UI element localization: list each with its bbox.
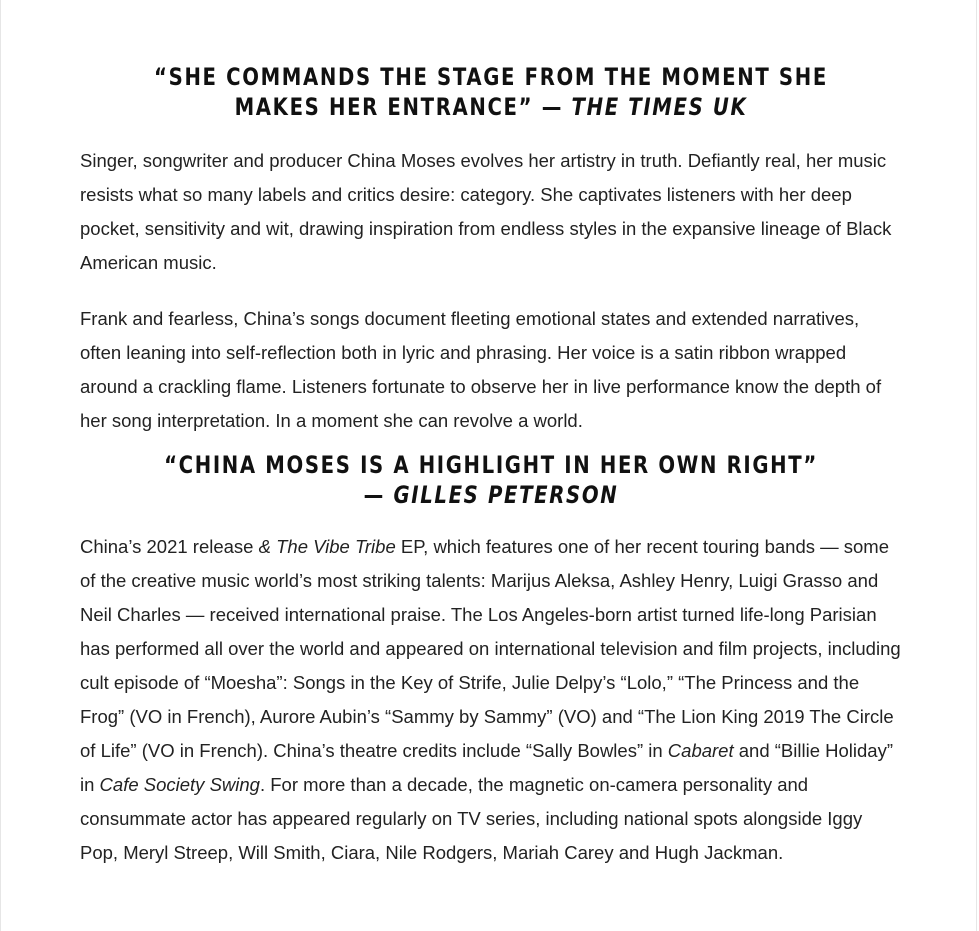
bio-paragraph <box>80 530 902 870</box>
bio-content <box>80 62 902 870</box>
quote-source: GILLES PETERSON <box>393 481 619 509</box>
quote-source: THE TIMES UK <box>571 93 748 121</box>
press-quote-heading <box>154 62 828 122</box>
paragraph-text: and “Billie Holiday” in <box>80 740 893 795</box>
quote-text: “CHINA MOSES IS A HIGHLIGHT IN HER OWN RIGHT” — <box>164 451 818 509</box>
paragraph-text: China’s 2021 release <box>80 536 259 557</box>
paragraph-text: EP, which features one of her recent touring bands — some of the creative music world’s most striking talents: Marijus Aleksa, Ashley Henry, Luigi Grasso and Neil Charles — received international praise. The Los Angeles-born artist turned life-long Parisian has performed all over the world and appeared on international television and film projects, including cult episode of “Moesha”: Songs in the Key of Strife, Julie Delpy’s “Lolo,” “The Princess and the Frog” (VO in French), Aurore Aubin’s “Sammy by Sammy” (VO) and “The Lion King 2019 The Circle of Life” (VO in French). China’s theatre credits include “Sally Bowles” in <box>80 536 901 761</box>
press-quote-heading <box>154 450 828 510</box>
quote-text: “SHE COMMANDS THE STAGE FROM THE MOMENT SHE MAKES HER ENTRANCE” — <box>154 63 828 121</box>
bio-paragraph: Frank and fearless, China’s songs document fleeting emotional states and extended narratives, often leaning into self-reflection both in lyric and phrasing. Her voice is a satin ribbon wrapped around a crackling flame. Listeners fortunate to observe her in live performance know the depth of her song interpretation. In a moment she can revolve a world. <box>80 308 882 431</box>
bio-paragraph: Singer, songwriter and producer China Moses evolves her artistry in truth. Defiantly real, her music resists what so many labels and critics desire: category. She captivates listeners with her deep pocket, sensitivity and wit, drawing inspiration from endless styles in the expansive lineage of Black American music. <box>80 150 892 273</box>
show-title: Cafe Society Swing <box>99 774 260 795</box>
paragraph-text: . For more than a decade, the magnetic on-camera personality and consummate actor has appeared regularly on TV series, including national spots alongside Iggy Pop, Meryl Streep, Will Smith, Ciara, Nile Rodgers, Mariah Carey and Hugh Jackman. <box>80 774 863 863</box>
show-title: Cabaret <box>667 740 734 761</box>
ep-title: & The Vibe Tribe <box>258 536 396 557</box>
